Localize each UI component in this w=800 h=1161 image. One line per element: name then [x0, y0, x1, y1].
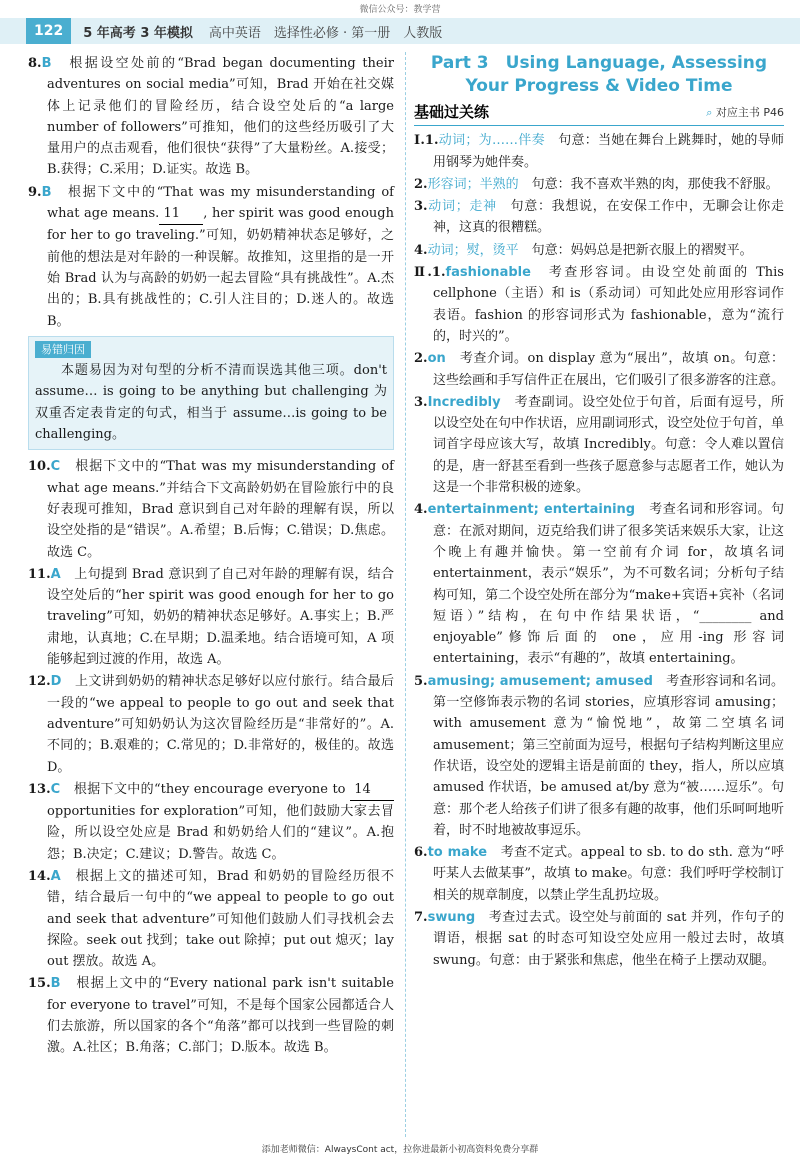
answer-letter: C: [50, 459, 61, 475]
search-icon: ⌕: [706, 106, 713, 119]
top-watermark: 微信公众号：教学营: [359, 5, 441, 15]
answer-text: 形容词；半熟的: [427, 176, 519, 192]
exercise-item: 4.动词；熨，烫平 句意：妈妈总是把新衣服上的褶熨平。: [414, 242, 753, 258]
answer-item-15: 15.B 根据上文中的“Every national park isn't suitable for everyone to travel”可知，不是每个国家公园都适合人们去旅游，所以国家的各个“角落”都可以找到一些冒险的刺激。A.社区；B.角落；C.部门；D.版本。故选 B。: [28, 976, 394, 1056]
answer-text: amusing; amusement; amused: [427, 673, 653, 689]
exercise-item: 3.Incredibly 考查副词。设空处位于句首，后面有逗号，所以设空处在句中作状语，应用副词形式，设空处位于句首，单词首字母应该大写，故填 Incredibly。句意：令人难以置信的是，唐一舒甚至看到一些孩子愿意参与志愿者工作，她认为这是一个非常积极的迹象。: [414, 394, 785, 496]
book-subject: 高中英语 选择性必修 · 第一册 人教版: [208, 25, 443, 41]
blank-number: 14: [350, 779, 394, 801]
blank-number: 11: [159, 203, 203, 225]
exercise-item: 2.形容词；半熟的 句意：我不喜欢半熟的肉，那使我不舒服。: [414, 176, 779, 192]
exercise-item: 6.to make 考查不定式。appeal to sb. to do sth. 意为“呼吁某人去做某事”，故填 to make。句意：我们呼吁学校制订相关的规章制度，以禁止学生乱扔垃圾。: [414, 845, 784, 903]
answer-letter: B: [50, 976, 61, 992]
answer-item-13: 13.C 根据下文中的“they encourage everyone to 14 opportunities for exploration”可知，他们鼓励大家去冒险，所以设空处应是 Brad 和奶奶给人们的“建议”。A.抱怨；B.决定；C.建议；D.警告。故选 C。: [28, 779, 394, 865]
exercise-item: 3.动词；走神 句意：我想说，在安保工作中，无聊会让你走神，这真的很糟糕。: [414, 199, 784, 236]
answer-letter: B: [41, 184, 52, 200]
column-divider: [405, 52, 406, 1137]
part-title-line-2: Your Progress & Video Time: [465, 76, 733, 96]
exercise-item: 7.swung 考查过去式。设空处与前面的 sat 并列，作句子的谓语，根据 sat 的时态可知设空处应用一般过去时，故填 swung。句意：由于紧张和焦虑，他坐在椅子上摆动双腿。: [414, 909, 784, 968]
answer-text: to make: [427, 845, 488, 861]
answer-item-11: 11.A 上句提到 Brad 意识到了自己对年龄的理解有误，结合设空处后的“her spirit was good enough for her to go traveling”可知，奶奶的精神状态足够好。A.事实上；B.严肃地，认真地；C.在早期；D.温柔地。结合语境可知，A 项能够起到过渡的作用，故选 A。: [28, 566, 394, 668]
answer-text: Incredibly: [427, 394, 501, 410]
section-reference: ⌕ 对应主书 P46: [706, 106, 784, 119]
page-number: 122: [26, 18, 71, 44]
page-header: [0, 18, 800, 44]
exercise-item: Ⅰ.1.动词；为……伴奏 句意：当她在舞台上跳舞时，她的导师用钢琴为她伴奏。: [414, 133, 784, 170]
answer-text: swung: [427, 909, 476, 925]
answer-text: 动词；熨，烫平: [427, 242, 519, 258]
answer-text: entertainment; entertaining: [427, 502, 636, 518]
answer-item-14: 14.A 根据上文的描述可知，Brad 和奶奶的冒险经历很不错，结合最后一句中的“we appeal to people to go out and seek that adventure”可知他们鼓励人们寻找机会去探险。seek out 找到；take out 除掉；put out 熄灭；lay out 摆放。故选 A。: [28, 868, 394, 970]
answer-letter: B: [41, 56, 52, 71]
answer-letter: A: [50, 566, 61, 582]
answer-letter: C: [50, 781, 61, 797]
answer-text: 动词；走神: [427, 199, 497, 215]
answer-text: fashionable: [445, 265, 531, 281]
error-analysis-box: [28, 336, 394, 450]
note-text: 本题易因为对句型的分析不清而误选其他三项。don't assume… is going to be anything but challenging 为双重否定表肯定的句式，相当于 assume…is going to be challenging。: [35, 363, 387, 443]
answer-item-9: 9.B 根据下文中的“That was my misunderstanding of what age means. 11 , her spirit was good enough for her to go traveling.”可知，奶奶精神状态足够好，之前他的想法是对年龄的一种误解。故推知，这里指的是一开始 Brad 认为与高龄的奶奶一起去冒险“具有挑战性”。A.杰出的；B.具有挑战性的；C.引人注目的；D.迷人的。故选 B。: [28, 184, 394, 329]
part-title-line-1: Part 3 Using Language, Assessing: [430, 53, 768, 73]
note-tag: 易错归因: [35, 341, 91, 358]
exercise-item: 5.amusing; amusement; amused 考查形容词和名词。第一空修饰表示物的名词 stories，应填形容词 amusing；with amusement 意为“愉悦地”，故第二空填名词 amusement；第三空前面为逗号，根据句子结构判断这里应作状语，设空处的逻辑主语是前面的 they，指人，所以应填 amused 作状语，be amused at/by 意为“被……逗乐”。句意：那个老人给孩子们讲了很多有趣的故事，他们乐呵呵地听着，时不时地被故事逗乐。: [414, 673, 785, 838]
book-title: 5 年高考 3 年模拟: [83, 25, 193, 41]
left-column: [28, 52, 394, 1059]
answer-letter: D: [50, 674, 62, 690]
section-name: 基础过关练: [414, 103, 490, 121]
exercise-item: 2.on 考查介词。on display 意为“展出”，故填 on。句意：这些绘画和手写信件正在展出，它们吸引了很多游客的注意。: [414, 351, 785, 388]
exercise-item: 4.entertainment; entertaining 考查名词和形容词。句意：在派对期间，迈克给我们讲了很多笑话来娱乐大家，让这个晚上有趣并愉快。第一空前有介词 for，故填名词 entertainment，表示“娱乐”，为不可数名词；分析句子结构可知，第二个设空处所在部分为“make+宾语+宾补（名词短语）”结构，在句中作结果状语，“________ and enjoyable”修饰后面的 one，应用-ing 形容词 entertaining，表示“有趣的”，故填 entertaining。: [414, 502, 785, 667]
answer-text: 动词；为……伴奏: [438, 133, 545, 149]
answer-item-8: 8.B 根据设空处前的“Brad began documenting their adventures on social media”可知，Brad 开始在社交媒体上记录他们的冒险经历，结合设空处后的“a large number of followers”可推知，他们的这些经历吸引了大量用户的点击观看，他们很快“获得”了大量粉丝。A.接受；B.获得；C.采用；D.证实。故选 B。: [28, 56, 394, 178]
answer-item-10: 10.C 根据下文中的“That was my misunderstanding of what age means.”并结合下文高龄奶奶在冒险旅行中的良好表现可推知，Brad 意识到自己对年龄的理解有误，所以设空处指的是“错误”。A.希望；B.后悔；C.错误；D.焦虑。故选 C。: [28, 459, 394, 560]
section-bar: [414, 102, 784, 126]
right-column: [414, 52, 784, 971]
exercise-item: Ⅱ.1.fashionable 考查形容词。由设空处前面的 This cellphone（主语）和 is（系动词）可知此处应用形容词作表语。fashion 的形容词形式为 fashionable，意为“流行的，时兴的”。: [414, 265, 784, 344]
footer-note: 添加老师微信：AlwaysCont act，拉你进最新小初高资料免费分享群: [261, 1145, 539, 1155]
answer-item-12: 12.D 上文讲到奶奶的精神状态足够好以应付旅行。结合最后一段的“we appeal to people to go out and seek that adventure”可知奶奶认为这次冒险经历是“非常好的”。A.不同的；B.艰难的；C.常见的；D.非常好的，极佳的。故选 D。: [28, 674, 394, 775]
answer-letter: A: [50, 868, 61, 884]
answer-text: on: [427, 351, 446, 367]
